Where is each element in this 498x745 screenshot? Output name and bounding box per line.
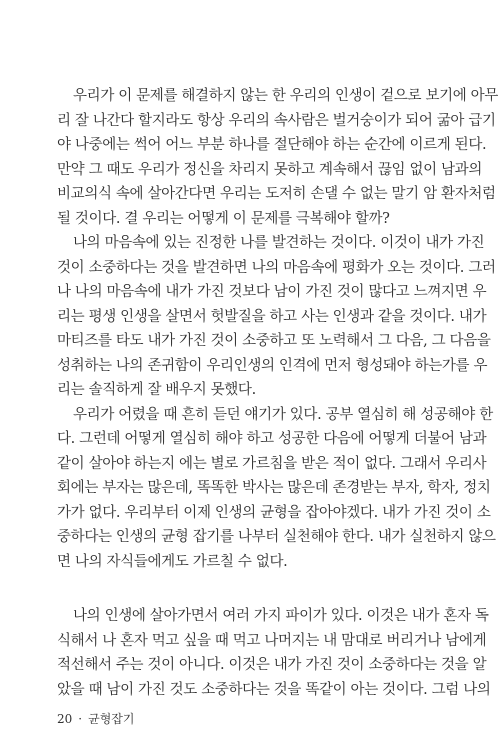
paragraph-4-line-4: 았을 때 남이 가진 것도 소중하다는 것을 똑같이 아는 것이다. 그럼 나의 [57, 681, 491, 698]
paragraph-1-line-2: 리 잘 나간다 할지라도 항상 우리의 속사람은 벌거숭이가 되어 굶아 급기 [57, 112, 496, 129]
paragraph-2-line-7: 리는 솔직하게 잘 배우지 못했다. [57, 382, 256, 398]
paragraph-4-line-2: 식해서 나 혼자 먹고 싶을 때 먹고 나머지는 내 맘대로 버리거나 남에게 [57, 632, 487, 649]
paragraph-2-line-5: 마티즈를 타도 내가 가진 것이 소중하고 또 노력해서 그 다음, 그 다음을 [57, 333, 491, 349]
paragraph-1-line-5: 비교의식 속에 살아간다면 우리는 도저히 손댈 수 없는 말기 암 환자처럼 [57, 186, 496, 202]
paragraph-2-line-1: 나의 마음속에 있는 진정한 나를 발견하는 것이다. 이것이 내가 가진 [73, 235, 485, 251]
paragraph-4-line-1: 나의 인생에 살아가면서 여러 가지 파이가 있다. 이것은 내가 혼자 독 [73, 608, 489, 624]
paragraph-3-line-3: 같이 살아야 하는지 에는 별로 가르침을 받은 적이 없다. 그래서 우리사 [57, 455, 487, 472]
paragraph-3-line-1: 우리가 어렸을 때 흔히 듣던 얘기가 있다. 공부 열심히 해 성공해야 한 [73, 406, 493, 423]
paragraph-1-line-4: 만약 그 때도 우리가 정신을 차리지 못하고 계속해서 끊임 없이 남과의 [57, 161, 482, 178]
paragraph-2-line-6: 성취하는 나의 존귀함이 우리인생의 인격에 먼저 형성돼야 하는가를 우 [57, 357, 488, 374]
footer-separator: · [78, 711, 83, 726]
paragraph-3-line-2: 다. 그런데 어떻게 열심히 해야 하고 성공한 다음에 어떻게 더불어 남과 [57, 431, 487, 447]
paragraph-2-line-2: 것이 소중하다는 것을 발견하면 나의 마음속에 평화가 오는 것이다. 그러 [57, 259, 496, 276]
paragraph-2-line-3: 나 나의 마음속에 내가 가진 것보다 남이 가진 것이 많다고 느껴지면 우 [57, 284, 487, 300]
paragraph-3-line-6: 중하다는 인생의 균형 잡기를 나부터 실천해야 한다. 내가 실천하지 않으 [57, 529, 496, 545]
book-title: 균형잡기 [88, 711, 135, 726]
paragraph-2-line-4: 리는 평생 인생을 살면서 헛발질을 하고 사는 인생과 같을 것이다. 내가 [57, 308, 487, 325]
paragraph-3-line-4: 회에는 부자는 많은데, 똑똑한 박사는 많은데 존경받는 부자, 학자, 정치 [57, 480, 491, 496]
paragraph-4-line-3: 적선해서 주는 것이 아니다. 이것은 내가 가진 것이 소중하다는 것을 알 [57, 657, 487, 673]
page-footer [57, 710, 134, 727]
paragraph-3-line-5: 가가 없다. 우리부터 이제 인생의 균형을 잡아야겠다. 내가 가진 것이 소 [57, 504, 491, 521]
paragraph-1-line-3: 야 나중에는 썩어 어느 부분 하나를 절단해야 하는 순간에 이르게 된다. [57, 137, 487, 153]
paragraph-1-line-1: 우리가 이 문제를 해결하지 않는 한 우리의 인생이 겉으로 보기에 아무 [73, 88, 498, 104]
paragraph-3-line-7: 면 나의 자식들에게도 가르칠 수 없다. [57, 553, 288, 570]
paragraph-1-line-6: 될 것이다. 결 우리는 어떻게 이 문제를 극복해야 할까? [57, 210, 390, 227]
page-number: 20 [57, 711, 73, 726]
